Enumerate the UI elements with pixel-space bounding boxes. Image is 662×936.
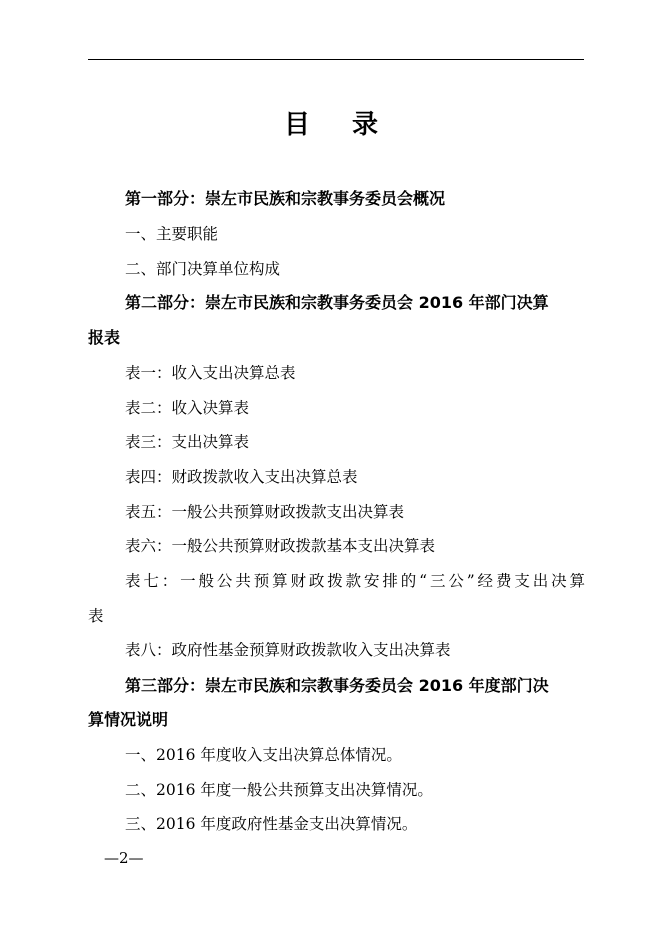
toc-item: 表四：财政拨款收入支出决算总表 bbox=[125, 468, 358, 486]
toc-item: 表二：收入决算表 bbox=[125, 399, 250, 417]
toc-part3-heading-cont: 算情况说明 bbox=[88, 710, 169, 729]
toc-part1-heading: 第一部分：崇左市民族和宗教事务委员会概况 bbox=[125, 189, 446, 208]
title-char-2: 录 bbox=[352, 110, 379, 140]
toc-item: 表八：政府性基金预算财政拨款收入支出决算表 bbox=[125, 641, 451, 659]
toc-item: 一、2016 年度收入支出决算总体情况。 bbox=[125, 746, 402, 764]
toc-item: 表六：一般公共预算财政拨款基本支出决算表 bbox=[125, 537, 436, 555]
toc-part2-heading: 第二部分：崇左市民族和宗教事务委员会 2016 年部门决算 bbox=[125, 293, 549, 312]
toc-item: 二、部门决算单位构成 bbox=[125, 260, 281, 278]
toc-part2-heading-cont: 报表 bbox=[88, 328, 121, 347]
toc-item: 一、主要职能 bbox=[125, 225, 219, 243]
toc-item-cont: 表 bbox=[88, 607, 104, 625]
page-title bbox=[0, 104, 662, 141]
page-number: —2— bbox=[104, 849, 144, 867]
toc-item: 表五：一般公共预算财政拨款支出决算表 bbox=[125, 503, 405, 521]
toc-item: 表三：支出决算表 bbox=[125, 433, 250, 451]
title-char-1: 目 bbox=[283, 110, 310, 140]
toc-item: 表一：收入支出决算总表 bbox=[125, 364, 296, 382]
toc-item: 表七：一般公共预算财政拨款安排的“三公”经费支出决算 bbox=[125, 572, 585, 590]
toc-item: 二、2016 年度一般公共预算支出决算情况。 bbox=[125, 781, 433, 799]
toc-item: 三、2016 年度政府性基金支出决算情况。 bbox=[125, 815, 418, 833]
toc-part3-heading: 第三部分：崇左市民族和宗教事务委员会 2016 年度部门决 bbox=[125, 676, 549, 695]
header-rule bbox=[88, 59, 584, 60]
